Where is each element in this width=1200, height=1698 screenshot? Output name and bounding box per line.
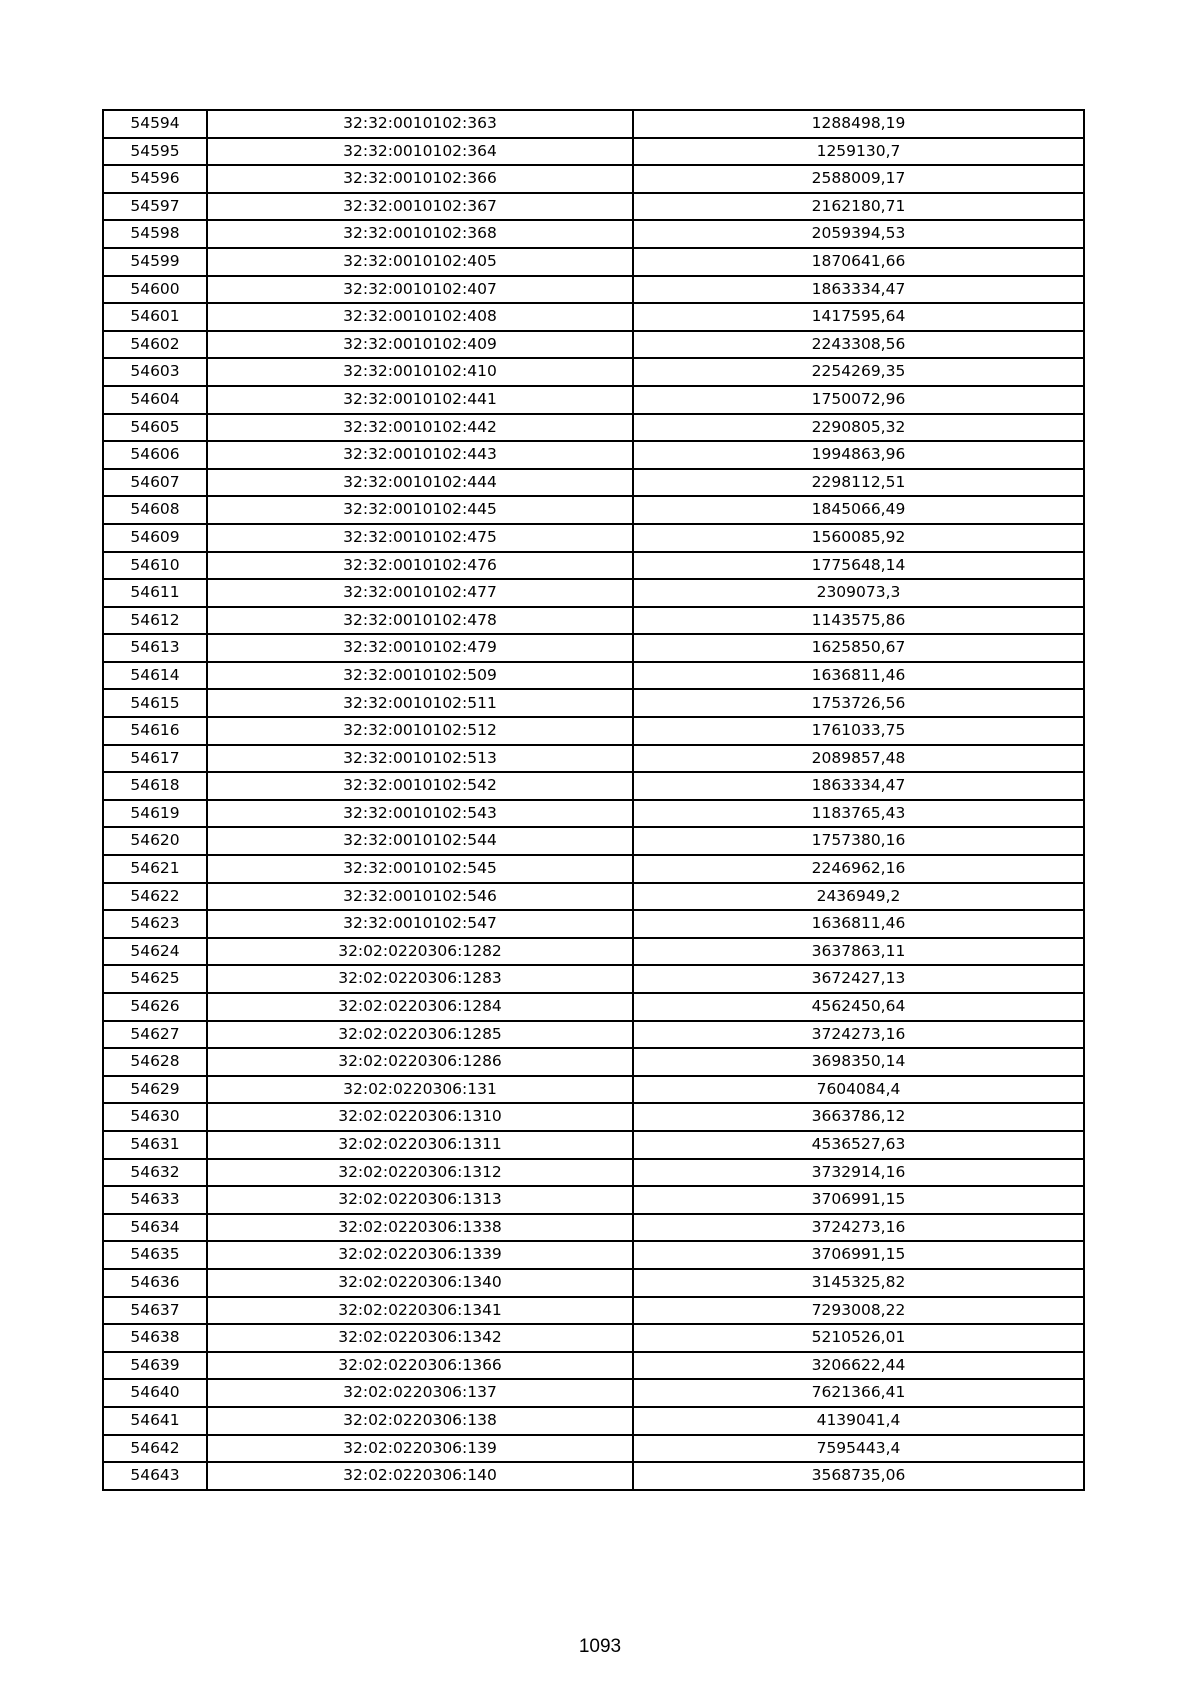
cadastral-number-cell: 32:32:0010102:477 [207,579,633,607]
value-cell: 3663786,12 [633,1103,1084,1131]
value-cell: 3706991,15 [633,1241,1084,1269]
table-row [103,1186,1084,1214]
cadastral-number-cell: 32:02:0220306:1366 [207,1352,633,1380]
cadastral-number-cell: 32:32:0010102:444 [207,469,633,497]
row-number-cell: 54640 [103,1379,207,1407]
value-cell: 3724273,16 [633,1214,1084,1242]
row-number-cell: 54594 [103,110,207,138]
table-row [103,1435,1084,1463]
value-cell: 2290805,32 [633,414,1084,442]
row-number-cell: 54625 [103,965,207,993]
value-cell: 3206622,44 [633,1352,1084,1380]
cadastral-number-cell: 32:02:0220306:1311 [207,1131,633,1159]
cadastral-number-cell: 32:02:0220306:1310 [207,1103,633,1131]
table-row [103,331,1084,359]
value-cell: 1625850,67 [633,634,1084,662]
value-cell: 1863334,47 [633,772,1084,800]
value-cell: 1636811,46 [633,910,1084,938]
cadastral-number-cell: 32:32:0010102:408 [207,303,633,331]
row-number-cell: 54620 [103,827,207,855]
cadastral-number-cell: 32:32:0010102:547 [207,910,633,938]
table-row [103,1241,1084,1269]
table-row [103,414,1084,442]
value-cell: 7293008,22 [633,1297,1084,1325]
row-number-cell: 54604 [103,386,207,414]
value-cell: 2243308,56 [633,331,1084,359]
cadastral-number-cell: 32:32:0010102:513 [207,745,633,773]
table-row [103,1103,1084,1131]
row-number-cell: 54633 [103,1186,207,1214]
row-number-cell: 54626 [103,993,207,1021]
row-number-cell: 54634 [103,1214,207,1242]
row-number-cell: 54630 [103,1103,207,1131]
value-cell: 1994863,96 [633,441,1084,469]
cadastral-number-cell: 32:02:0220306:1342 [207,1324,633,1352]
table-row [103,855,1084,883]
table-row [103,965,1084,993]
cadastral-number-cell: 32:02:0220306:1312 [207,1159,633,1187]
cadastral-number-cell: 32:02:0220306:138 [207,1407,633,1435]
row-number-cell: 54609 [103,524,207,552]
cadastral-number-cell: 32:32:0010102:475 [207,524,633,552]
table-row [103,552,1084,580]
value-cell: 2089857,48 [633,745,1084,773]
cadastral-number-cell: 32:02:0220306:1282 [207,938,633,966]
cadastral-number-cell: 32:02:0220306:1341 [207,1297,633,1325]
table-row [103,607,1084,635]
table-row [103,193,1084,221]
page-number: 1093 [578,1636,622,1657]
value-cell: 1560085,92 [633,524,1084,552]
cadastral-number-cell: 32:32:0010102:407 [207,276,633,304]
row-number-cell: 54618 [103,772,207,800]
cadastral-number-cell: 32:32:0010102:368 [207,220,633,248]
value-cell: 4139041,4 [633,1407,1084,1435]
value-cell: 1870641,66 [633,248,1084,276]
value-cell: 1863334,47 [633,276,1084,304]
value-cell: 3145325,82 [633,1269,1084,1297]
row-number-cell: 54636 [103,1269,207,1297]
value-cell: 1775648,14 [633,552,1084,580]
value-cell: 2436949,2 [633,883,1084,911]
value-cell: 2298112,51 [633,469,1084,497]
table-row [103,1269,1084,1297]
table-row [103,1379,1084,1407]
row-number-cell: 54638 [103,1324,207,1352]
cadastral-number-cell: 32:32:0010102:546 [207,883,633,911]
value-cell: 3637863,11 [633,938,1084,966]
value-cell: 1259130,7 [633,138,1084,166]
row-number-cell: 54628 [103,1048,207,1076]
row-number-cell: 54599 [103,248,207,276]
value-cell: 1750072,96 [633,386,1084,414]
row-number-cell: 54612 [103,607,207,635]
value-cell: 2254269,35 [633,358,1084,386]
table-row [103,717,1084,745]
table-row [103,800,1084,828]
value-cell: 2246962,16 [633,855,1084,883]
table-row [103,689,1084,717]
value-cell: 7621366,41 [633,1379,1084,1407]
table-row [103,469,1084,497]
cadastral-number-cell: 32:32:0010102:476 [207,552,633,580]
cadastral-number-cell: 32:02:0220306:1340 [207,1269,633,1297]
row-number-cell: 54603 [103,358,207,386]
cadastral-number-cell: 32:32:0010102:445 [207,496,633,524]
row-number-cell: 54617 [103,745,207,773]
cadastral-number-cell: 32:32:0010102:363 [207,110,633,138]
row-number-cell: 54637 [103,1297,207,1325]
value-cell: 7595443,4 [633,1435,1084,1463]
records-table [102,109,1085,1491]
records-table-body [103,110,1084,1490]
value-cell: 1753726,56 [633,689,1084,717]
table-row [103,496,1084,524]
table-row [103,827,1084,855]
cadastral-number-cell: 32:32:0010102:545 [207,855,633,883]
value-cell: 1636811,46 [633,662,1084,690]
cadastral-number-cell: 32:32:0010102:512 [207,717,633,745]
row-number-cell: 54602 [103,331,207,359]
table-row [103,276,1084,304]
row-number-cell: 54643 [103,1462,207,1490]
cadastral-number-cell: 32:02:0220306:1284 [207,993,633,1021]
row-number-cell: 54613 [103,634,207,662]
table-row [103,1297,1084,1325]
table-row [103,938,1084,966]
value-cell: 7604084,4 [633,1076,1084,1104]
row-number-cell: 54608 [103,496,207,524]
row-number-cell: 54624 [103,938,207,966]
value-cell: 2162180,71 [633,193,1084,221]
row-number-cell: 54635 [103,1241,207,1269]
cadastral-number-cell: 32:32:0010102:366 [207,165,633,193]
cadastral-number-cell: 32:02:0220306:1286 [207,1048,633,1076]
cadastral-number-cell: 32:32:0010102:509 [207,662,633,690]
cadastral-number-cell: 32:32:0010102:443 [207,441,633,469]
value-cell: 3568735,06 [633,1462,1084,1490]
value-cell: 3698350,14 [633,1048,1084,1076]
cadastral-number-cell: 32:32:0010102:442 [207,414,633,442]
table-row [103,772,1084,800]
row-number-cell: 54611 [103,579,207,607]
table-row [103,1214,1084,1242]
cadastral-number-cell: 32:02:0220306:1338 [207,1214,633,1242]
table-row [103,303,1084,331]
cadastral-number-cell: 32:02:0220306:1339 [207,1241,633,1269]
table-row [103,524,1084,552]
value-cell: 3672427,13 [633,965,1084,993]
value-cell: 1143575,86 [633,607,1084,635]
cadastral-number-cell: 32:32:0010102:511 [207,689,633,717]
table-row [103,1159,1084,1187]
table-row [103,248,1084,276]
value-cell: 4562450,64 [633,993,1084,1021]
cadastral-number-cell: 32:02:0220306:137 [207,1379,633,1407]
row-number-cell: 54641 [103,1407,207,1435]
row-number-cell: 54606 [103,441,207,469]
cadastral-number-cell: 32:32:0010102:409 [207,331,633,359]
table-row [103,1076,1084,1104]
table-row [103,1407,1084,1435]
cadastral-number-cell: 32:32:0010102:410 [207,358,633,386]
row-number-cell: 54614 [103,662,207,690]
row-number-cell: 54622 [103,883,207,911]
value-cell: 5210526,01 [633,1324,1084,1352]
row-number-cell: 54632 [103,1159,207,1187]
value-cell: 3732914,16 [633,1159,1084,1187]
cadastral-number-cell: 32:32:0010102:479 [207,634,633,662]
row-number-cell: 54629 [103,1076,207,1104]
cadastral-number-cell: 32:02:0220306:1285 [207,1021,633,1049]
cadastral-number-cell: 32:32:0010102:478 [207,607,633,635]
table-row [103,138,1084,166]
table-row [103,441,1084,469]
table-row [103,110,1084,138]
row-number-cell: 54596 [103,165,207,193]
table-row [103,634,1084,662]
value-cell: 1288498,19 [633,110,1084,138]
cadastral-number-cell: 32:02:0220306:1283 [207,965,633,993]
value-cell: 3706991,15 [633,1186,1084,1214]
table-row [103,910,1084,938]
cadastral-number-cell: 32:02:0220306:1313 [207,1186,633,1214]
cadastral-number-cell: 32:32:0010102:367 [207,193,633,221]
table-row [103,1048,1084,1076]
value-cell: 1757380,16 [633,827,1084,855]
table-row [103,1352,1084,1380]
cadastral-number-cell: 32:32:0010102:405 [207,248,633,276]
table-row [103,358,1084,386]
row-number-cell: 54605 [103,414,207,442]
value-cell: 2588009,17 [633,165,1084,193]
row-number-cell: 54597 [103,193,207,221]
row-number-cell: 54619 [103,800,207,828]
value-cell: 4536527,63 [633,1131,1084,1159]
table-row [103,1462,1084,1490]
row-number-cell: 54595 [103,138,207,166]
row-number-cell: 54600 [103,276,207,304]
row-number-cell: 54642 [103,1435,207,1463]
cadastral-number-cell: 32:32:0010102:542 [207,772,633,800]
table-row [103,1324,1084,1352]
table-row [103,883,1084,911]
table-row [103,1021,1084,1049]
row-number-cell: 54621 [103,855,207,883]
table-row [103,745,1084,773]
cadastral-number-cell: 32:02:0220306:139 [207,1435,633,1463]
row-number-cell: 54627 [103,1021,207,1049]
row-number-cell: 54615 [103,689,207,717]
table-row [103,1131,1084,1159]
value-cell: 1845066,49 [633,496,1084,524]
cadastral-number-cell: 32:32:0010102:543 [207,800,633,828]
table-row [103,579,1084,607]
row-number-cell: 54639 [103,1352,207,1380]
table-row [103,993,1084,1021]
table-row [103,220,1084,248]
value-cell: 1761033,75 [633,717,1084,745]
value-cell: 1417595,64 [633,303,1084,331]
table-row [103,165,1084,193]
row-number-cell: 54607 [103,469,207,497]
row-number-cell: 54610 [103,552,207,580]
cadastral-number-cell: 32:32:0010102:441 [207,386,633,414]
value-cell: 1183765,43 [633,800,1084,828]
row-number-cell: 54631 [103,1131,207,1159]
cadastral-number-cell: 32:02:0220306:140 [207,1462,633,1490]
cadastral-number-cell: 32:32:0010102:544 [207,827,633,855]
value-cell: 2309073,3 [633,579,1084,607]
row-number-cell: 54616 [103,717,207,745]
table-row [103,662,1084,690]
cadastral-number-cell: 32:32:0010102:364 [207,138,633,166]
row-number-cell: 54601 [103,303,207,331]
value-cell: 3724273,16 [633,1021,1084,1049]
cadastral-number-cell: 32:02:0220306:131 [207,1076,633,1104]
row-number-cell: 54598 [103,220,207,248]
value-cell: 2059394,53 [633,220,1084,248]
table-row [103,386,1084,414]
row-number-cell: 54623 [103,910,207,938]
